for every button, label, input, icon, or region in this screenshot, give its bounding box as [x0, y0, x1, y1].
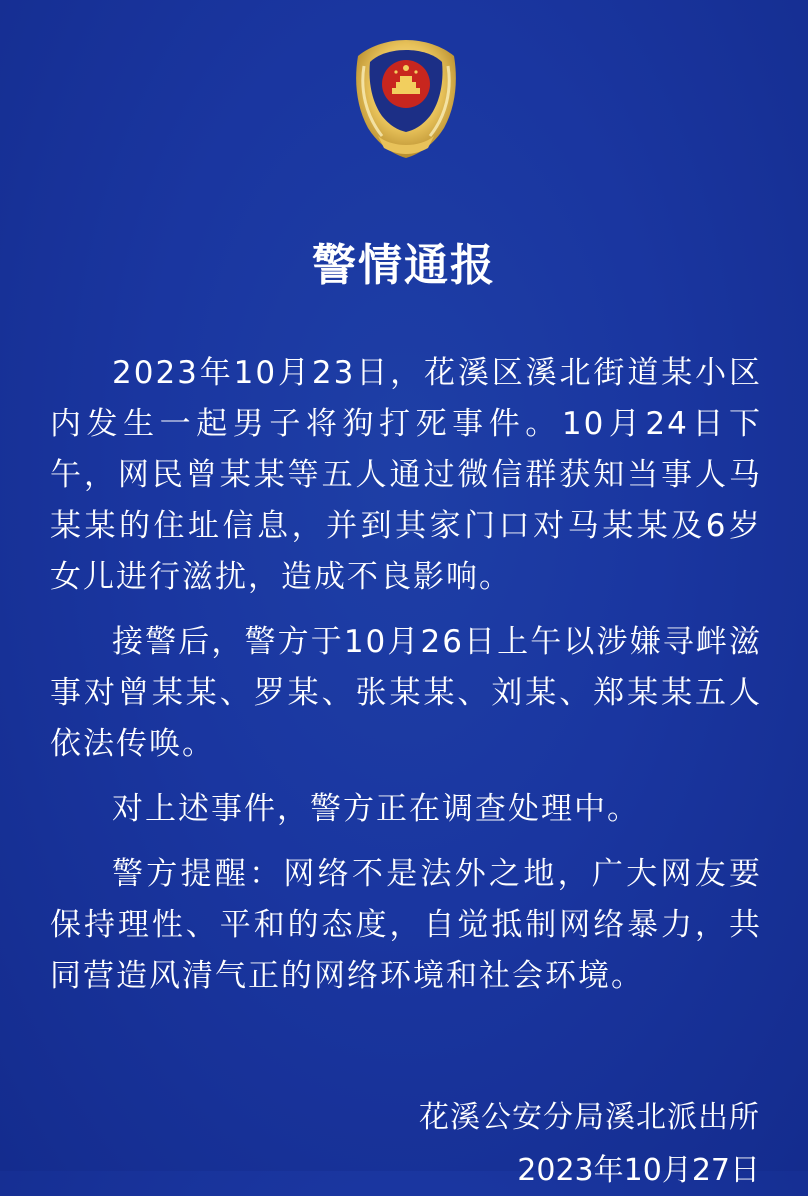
notice-title: 警情通报	[312, 240, 496, 291]
notice-body	[50, 348, 762, 1016]
notice-paragraph: 2023年10月23日，花溪区溪北街道某小区内发生一起男子将狗打死事件。10月24日下午，网民曾某某等五人通过微信群获知当事人马某某的住址信息，并到其家门口对马某某及6岁女儿进行滋扰，造成不良影响。	[50, 355, 762, 595]
issue-date: 2023年10月27日	[517, 1153, 760, 1188]
notice-paragraph: 警方提醒：网络不是法外之地，广大网友要保持理性、平和的态度，自觉抵制网络暴力，共同营造风清气正的网络环境和社会环境。	[50, 856, 762, 994]
notice-paragraph: 对上述事件，警方正在调查处理中。	[112, 791, 640, 827]
police-emblem-icon	[348, 36, 464, 160]
notice-paragraph: 接警后，警方于10月26日上午以涉嫌寻衅滋事对曾某某、罗某、张某某、刘某、郑某某五人依法传唤。	[50, 624, 762, 762]
issuer-signature: 花溪公安分局溪北派出所	[419, 1100, 760, 1135]
